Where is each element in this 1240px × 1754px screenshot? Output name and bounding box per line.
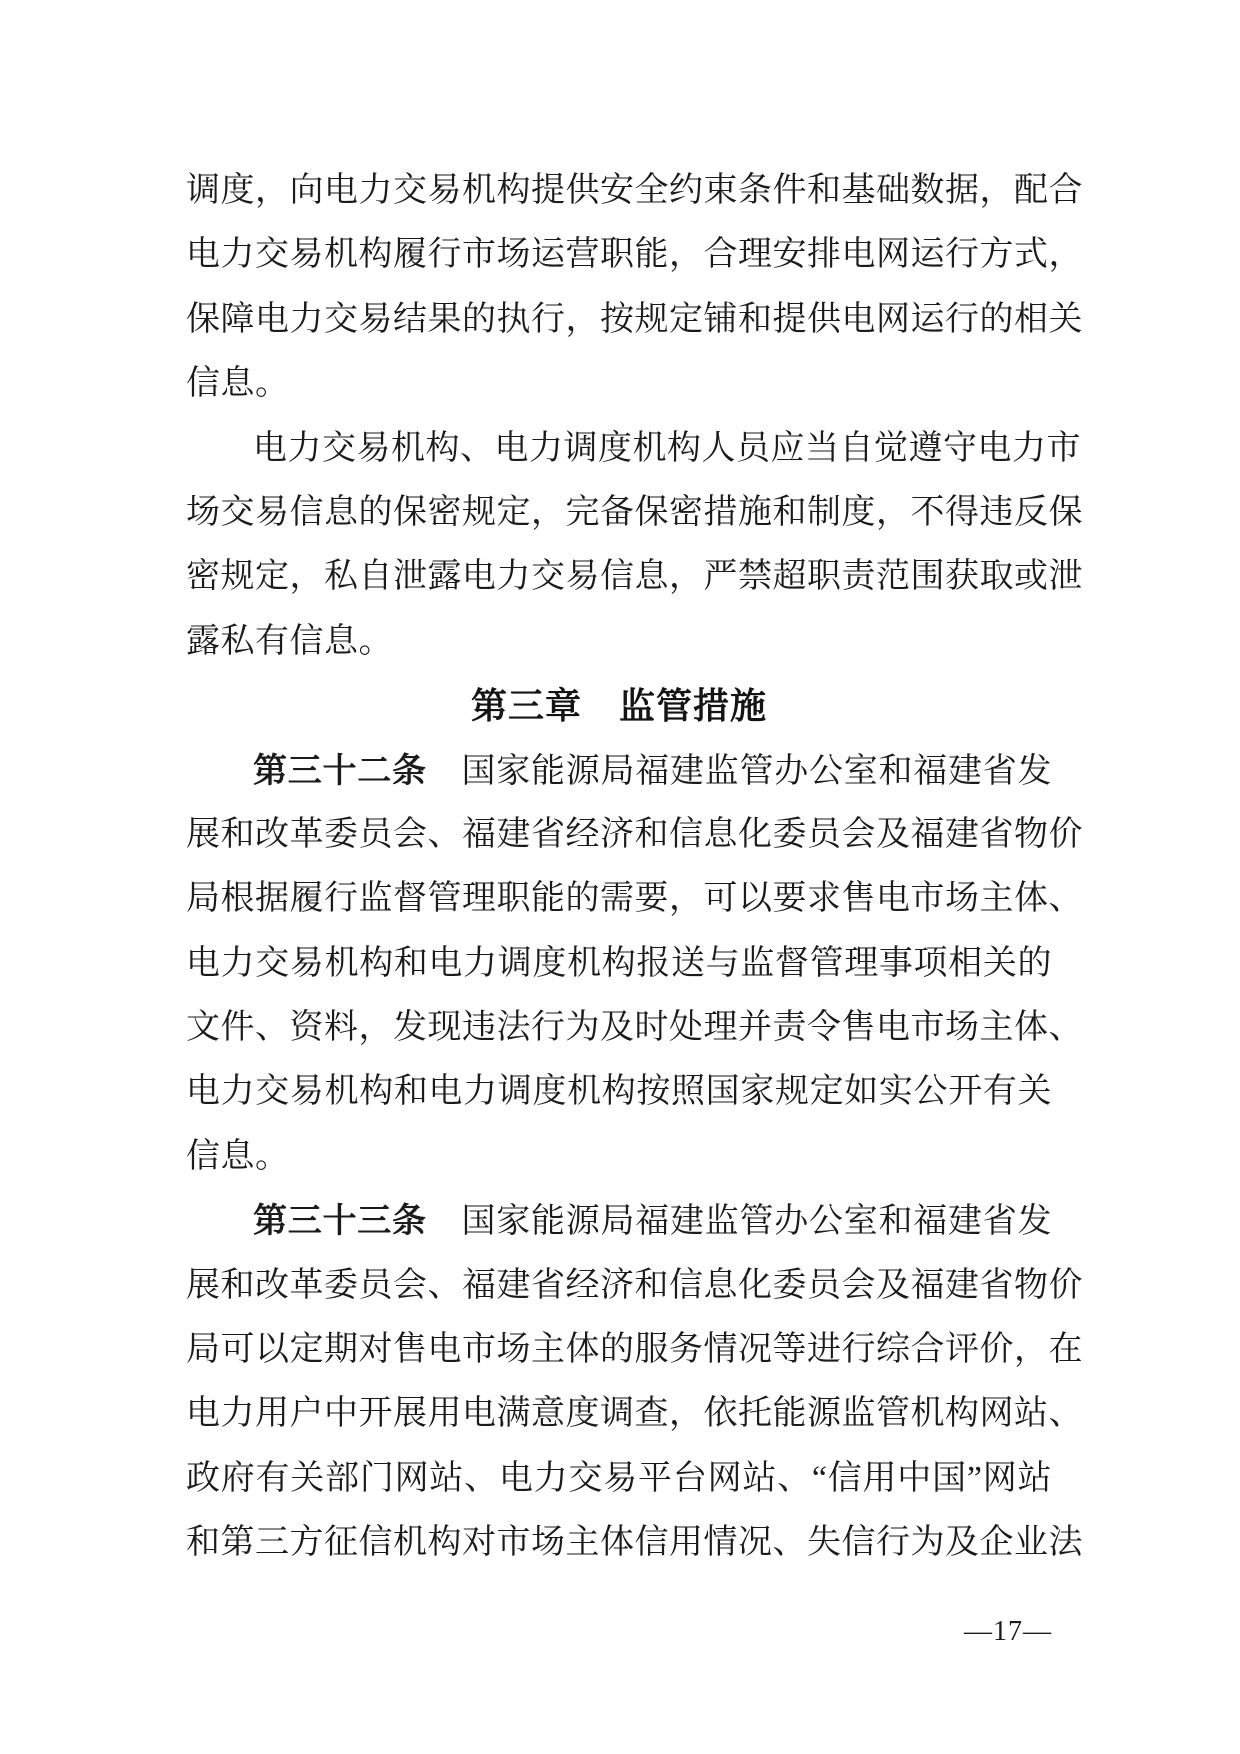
body-line: 电力交易机构履行市场运营职能，合理安排电网运行方式， <box>186 236 1083 274</box>
body-line: 文件、资料，发现违法行为及时处理并责令售电市场主体、 <box>186 1009 1083 1047</box>
article-number-lead: 第三十三条 <box>253 1202 427 1241</box>
page-number: —17— <box>964 1616 1052 1647</box>
paragraph-article-33 <box>186 1189 1083 1575</box>
body-line: 场交易信息的保密规定，完备保密措施和制度，不得违反保 <box>186 493 1083 531</box>
body-line: 保障电力交易结果的执行，按规定铺和提供电网运行的相关 <box>186 300 1083 338</box>
body-line: 电力交易机构、电力调度机构人员应当自觉遵守电力市 <box>253 429 1081 467</box>
document-body <box>186 159 1083 1576</box>
paragraph-article-32 <box>186 739 1083 1190</box>
body-line: 展和改革委员会、福建省经济和信息化委员会及福建省物价 <box>186 815 1083 853</box>
body-line <box>186 739 1052 803</box>
article-text: 国家能源局福建监管办公室和福建省发 <box>426 752 1052 790</box>
body-line: 政府有关部门网站、电力交易平台网站、“信用中国”网站 <box>186 1459 1052 1497</box>
body-line: 电力用户中开展用电满意度调查，依托能源监管机构网站、 <box>186 1395 1083 1433</box>
chapter-heading: 第三章 监管措施 <box>470 685 767 727</box>
paragraph <box>186 417 1083 675</box>
body-line: 展和改革委员会、福建省经济和信息化委员会及福建省物价 <box>186 1266 1083 1304</box>
body-line: 密规定，私自泄露电力交易信息，严禁超职责范围获取或泄 <box>186 558 1083 596</box>
body-line: 调度，向电力交易机构提供安全约束条件和基础数据，配合 <box>186 172 1083 209</box>
article-text: 国家能源局福建监管办公室和福建省发 <box>426 1203 1052 1241</box>
body-line: 露私有信息。 <box>186 622 393 660</box>
body-line <box>186 1189 1052 1253</box>
body-line: 局根据履行监督管理职能的需要，可以要求售电市场主体、 <box>186 880 1083 918</box>
body-line: 电力交易机构和电力调度机构报送与监督管理事项相关的 <box>186 944 1052 982</box>
body-line: 信息。 <box>186 365 290 403</box>
article-number-lead: 第三十二条 <box>253 751 427 790</box>
paragraph-continuation <box>186 159 1083 417</box>
body-line: 电力交易机构和电力调度机构按照国家规定如实公开有关 <box>186 1073 1052 1111</box>
body-line: 局可以定期对售电市场主体的服务情况等进行综合评价，在 <box>186 1331 1083 1369</box>
body-line: 信息。 <box>186 1137 290 1175</box>
body-line: 和第三方征信机构对市场主体信用情况、失信行为及企业法 <box>186 1524 1083 1562</box>
